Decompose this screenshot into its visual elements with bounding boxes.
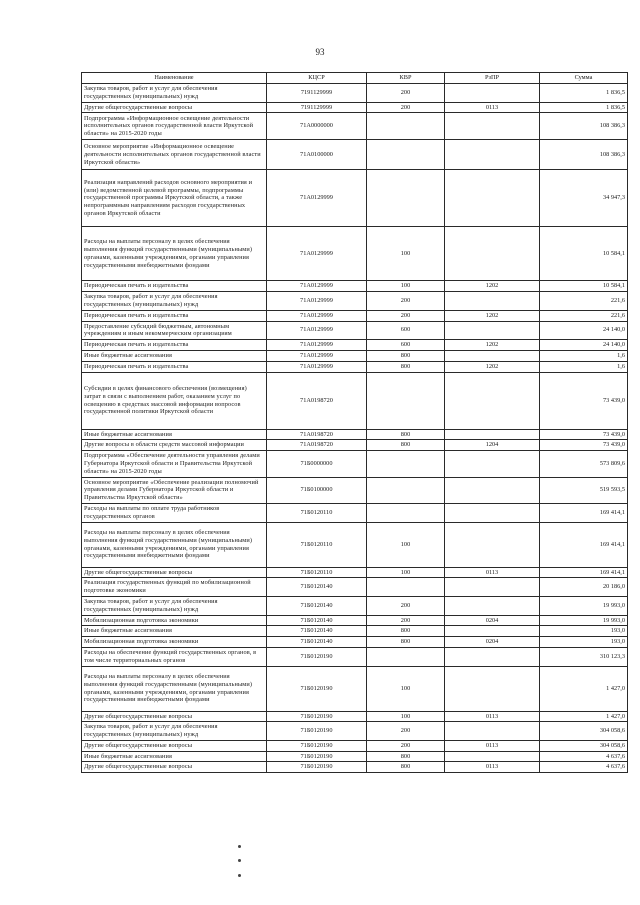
table-row — [82, 170, 628, 227]
cell-sum: 1 836,5 — [540, 84, 628, 103]
table-row — [82, 310, 628, 321]
cell-name: Основное мероприятие «Информационное освещение деятельности исполнительных органов государственной власти Иркутской области» — [82, 140, 267, 170]
cell-name: Реализация направлений расходов основного мероприятия и (или) ведомственной целевой программы, подпрограммы государственной программы Иркутской области, а также непрограммным направлениям расходов государственных органов Иркутской области — [82, 170, 267, 227]
cell-rzpr — [445, 578, 540, 597]
cell-rzpr — [445, 751, 540, 762]
cell-kvr — [367, 113, 445, 140]
cell-name: Иные бюджетные ассигнования — [82, 429, 267, 440]
cell-kcsr: 71Б0120140 — [267, 626, 367, 637]
col-header-name: Наименование — [82, 73, 267, 84]
cell-name: Подпрограмма «Обеспечение деятельности управления делами Губернатора Иркутской области и Правительства Иркутской области» на 2015-2020 годы — [82, 451, 267, 477]
cell-kcsr: 71Б0120190 — [267, 762, 367, 773]
cell-kvr: 200 — [367, 310, 445, 321]
cell-rzpr — [445, 227, 540, 281]
cell-sum: 193,0 — [540, 637, 628, 648]
cell-sum: 24 140,0 — [540, 321, 628, 340]
budget-table — [81, 72, 628, 773]
cell-name: Мобилизационная подготовка экономики — [82, 637, 267, 648]
cell-kcsr: 71А0129999 — [267, 361, 367, 372]
table-row — [82, 578, 628, 597]
cell-kcsr: 71Б0120190 — [267, 751, 367, 762]
cell-name: Периодическая печать и издательства — [82, 281, 267, 292]
cell-sum: 19 993,0 — [540, 615, 628, 626]
table-row — [82, 140, 628, 170]
cell-name: Субсидии в целях финансового обеспечения (возмещения) затрат в связи с выполнением работ, оказанием услуг по освещению в средствах массовой информации вопросов государственной политики Иркутской области — [82, 372, 267, 429]
cell-kcsr: 71А0000000 — [267, 113, 367, 140]
cell-rzpr: 0113 — [445, 740, 540, 751]
cell-name: Иные бюджетные ассигнования — [82, 626, 267, 637]
cell-kcsr: 71Б0120190 — [267, 722, 367, 741]
cell-kcsr: 71А0198720 — [267, 429, 367, 440]
cell-kvr: 600 — [367, 321, 445, 340]
cell-name: Другие вопросы в области средств массовой информации — [82, 440, 267, 451]
cell-kvr: 800 — [367, 637, 445, 648]
cell-rzpr — [445, 477, 540, 503]
cell-name: Периодическая печать и издательства — [82, 310, 267, 321]
cell-name: Другие общегосударственные вопросы — [82, 102, 267, 113]
cell-name: Подпрограмма «Информационное освещение деятельности исполнительных органов государственной власти Иркутской области» на 2015-2020 годы — [82, 113, 267, 140]
table-row — [82, 227, 628, 281]
table-row — [82, 647, 628, 666]
cell-rzpr: 0204 — [445, 615, 540, 626]
cell-rzpr — [445, 522, 540, 567]
page-number: 93 — [315, 47, 325, 57]
col-header-kvr: КВР — [367, 73, 445, 84]
cell-kvr: 800 — [367, 751, 445, 762]
cell-kvr: 800 — [367, 626, 445, 637]
cell-rzpr — [445, 626, 540, 637]
cell-kvr: 800 — [367, 361, 445, 372]
cell-sum: 1 836,5 — [540, 102, 628, 113]
table-row — [82, 751, 628, 762]
scan-dot — [238, 859, 241, 862]
cell-kcsr: 71А0129999 — [267, 170, 367, 227]
cell-sum: 73 439,0 — [540, 429, 628, 440]
cell-name: Иные бюджетные ассигнования — [82, 350, 267, 361]
cell-name: Другие общегосударственные вопросы — [82, 740, 267, 751]
cell-rzpr — [445, 451, 540, 477]
cell-sum: 4 637,6 — [540, 762, 628, 773]
cell-kcsr: 71А0198720 — [267, 440, 367, 451]
cell-kcsr: 71А0129999 — [267, 227, 367, 281]
cell-rzpr — [445, 722, 540, 741]
cell-sum: 108 386,3 — [540, 140, 628, 170]
table-row — [82, 637, 628, 648]
scan-dot — [238, 874, 241, 877]
cell-rzpr: 1204 — [445, 440, 540, 451]
cell-kcsr: 71Б0120140 — [267, 615, 367, 626]
cell-sum: 193,0 — [540, 626, 628, 637]
cell-kcsr: 71Б0120110 — [267, 503, 367, 522]
cell-sum: 221,6 — [540, 292, 628, 311]
cell-name: Расходы на выплаты персоналу в целях обеспечения выполнения функций государственными (муниципальными) органами, казенными учреждениями, органами управления государственными внебюджетными фондами — [82, 522, 267, 567]
cell-name: Иные бюджетные ассигнования — [82, 751, 267, 762]
cell-sum: 221,6 — [540, 310, 628, 321]
table-row — [82, 113, 628, 140]
cell-rzpr — [445, 596, 540, 615]
cell-sum: 1 427,0 — [540, 666, 628, 711]
table-row — [82, 340, 628, 351]
cell-name: Периодическая печать и издательства — [82, 361, 267, 372]
cell-sum: 10 584,1 — [540, 227, 628, 281]
cell-kvr: 100 — [367, 711, 445, 722]
table-row — [82, 440, 628, 451]
cell-kvr: 100 — [367, 227, 445, 281]
cell-name: Другие общегосударственные вопросы — [82, 762, 267, 773]
table-body — [82, 84, 628, 773]
cell-rzpr — [445, 113, 540, 140]
cell-sum: 310 123,3 — [540, 647, 628, 666]
cell-sum: 24 140,0 — [540, 340, 628, 351]
table-row — [82, 372, 628, 429]
cell-kvr — [367, 140, 445, 170]
cell-sum: 10 584,1 — [540, 281, 628, 292]
cell-rzpr — [445, 647, 540, 666]
table-row — [82, 711, 628, 722]
cell-kvr: 800 — [367, 350, 445, 361]
cell-rzpr: 0204 — [445, 637, 540, 648]
cell-rzpr: 1202 — [445, 281, 540, 292]
cell-kcsr: 71А0129999 — [267, 340, 367, 351]
cell-rzpr — [445, 503, 540, 522]
table-row — [82, 281, 628, 292]
cell-sum: 19 993,0 — [540, 596, 628, 615]
col-header-rzpr: РзПР — [445, 73, 540, 84]
cell-rzpr: 0113 — [445, 567, 540, 578]
cell-name: Мобилизационная подготовка экономики — [82, 615, 267, 626]
cell-kcsr: 71Б0120190 — [267, 740, 367, 751]
cell-kcsr: 71Б0120190 — [267, 666, 367, 711]
cell-kvr: 200 — [367, 615, 445, 626]
table-row — [82, 350, 628, 361]
cell-kvr: 100 — [367, 281, 445, 292]
cell-rzpr: 0113 — [445, 762, 540, 773]
cell-rzpr — [445, 321, 540, 340]
cell-kvr: 600 — [367, 340, 445, 351]
cell-sum: 169 414,1 — [540, 522, 628, 567]
table-row — [82, 762, 628, 773]
table-row — [82, 522, 628, 567]
table-row — [82, 429, 628, 440]
table-row — [82, 102, 628, 113]
table-row — [82, 740, 628, 751]
cell-name: Периодическая печать и издательства — [82, 340, 267, 351]
cell-kvr — [367, 647, 445, 666]
cell-rzpr — [445, 429, 540, 440]
cell-name: Расходы на выплаты персоналу в целях обеспечения выполнения функций государственными (муниципальными) органами, казенными учреждениями, органами управления государственными внебюджетными фондами — [82, 666, 267, 711]
cell-rzpr: 0113 — [445, 711, 540, 722]
cell-sum: 1,6 — [540, 361, 628, 372]
cell-kcsr: 71Б0120110 — [267, 567, 367, 578]
cell-sum: 34 947,3 — [540, 170, 628, 227]
cell-sum: 1,6 — [540, 350, 628, 361]
table-row — [82, 503, 628, 522]
cell-kvr — [367, 170, 445, 227]
table-row — [82, 596, 628, 615]
cell-sum: 4 637,6 — [540, 751, 628, 762]
cell-sum: 73 439,0 — [540, 372, 628, 429]
cell-kvr: 200 — [367, 740, 445, 751]
cell-rzpr: 1202 — [445, 310, 540, 321]
table-row — [82, 615, 628, 626]
cell-name: Реализация государственных функций по мобилизационной подготовке экономики — [82, 578, 267, 597]
cell-sum: 20 186,0 — [540, 578, 628, 597]
cell-name: Расходы на обеспечение функций государственных органов, в том числе территориальных органов — [82, 647, 267, 666]
cell-name: Основное мероприятие «Обеспечение реализации полномочий управления делами Губернатора Иркутской области и Правительства Иркутской области» — [82, 477, 267, 503]
col-header-sum: Сумма — [540, 73, 628, 84]
cell-kcsr: 71Б0100000 — [267, 477, 367, 503]
cell-kcsr: 71А0100000 — [267, 140, 367, 170]
cell-name: Закупка товаров, работ и услуг для обеспечения государственных (муниципальных) нужд — [82, 84, 267, 103]
table-row — [82, 722, 628, 741]
table-row — [82, 84, 628, 103]
table-row — [82, 626, 628, 637]
cell-kcsr: 71А0129999 — [267, 292, 367, 311]
cell-sum: 304 058,6 — [540, 740, 628, 751]
cell-kvr: 200 — [367, 102, 445, 113]
cell-name: Другие общегосударственные вопросы — [82, 711, 267, 722]
cell-kcsr: 71Б0120110 — [267, 522, 367, 567]
table-row — [82, 361, 628, 372]
cell-sum: 169 414,1 — [540, 567, 628, 578]
cell-name: Закупка товаров, работ и услуг для обеспечения государственных (муниципальных) нужд — [82, 596, 267, 615]
cell-name: Другие общегосударственные вопросы — [82, 567, 267, 578]
cell-rzpr — [445, 292, 540, 311]
cell-rzpr — [445, 350, 540, 361]
cell-kcsr: 71А0129999 — [267, 321, 367, 340]
cell-kcsr: 71А0129999 — [267, 281, 367, 292]
cell-kvr — [367, 578, 445, 597]
cell-kcsr: 71А0129999 — [267, 310, 367, 321]
col-header-kcsr: КЦСР — [267, 73, 367, 84]
cell-kvr: 200 — [367, 84, 445, 103]
scan-dot — [238, 845, 241, 848]
cell-name: Расходы на выплаты по оплате труда работников государственных органов — [82, 503, 267, 522]
table-header-row — [82, 73, 628, 84]
cell-rzpr: 0113 — [445, 102, 540, 113]
cell-kvr — [367, 451, 445, 477]
cell-sum: 73 439,0 — [540, 440, 628, 451]
cell-kcsr: 71Б0120140 — [267, 578, 367, 597]
cell-sum: 519 593,5 — [540, 477, 628, 503]
cell-kvr — [367, 372, 445, 429]
table-row — [82, 451, 628, 477]
table-row — [82, 321, 628, 340]
cell-kvr: 200 — [367, 596, 445, 615]
cell-kcsr: 71Б0000000 — [267, 451, 367, 477]
cell-kvr: 800 — [367, 440, 445, 451]
cell-kvr: 800 — [367, 762, 445, 773]
cell-sum: 108 386,3 — [540, 113, 628, 140]
cell-rzpr — [445, 372, 540, 429]
cell-kcsr: 71Б0120190 — [267, 647, 367, 666]
cell-kcsr: 71А0129999 — [267, 350, 367, 361]
cell-sum: 1 427,0 — [540, 711, 628, 722]
cell-kvr: 200 — [367, 292, 445, 311]
cell-rzpr — [445, 666, 540, 711]
cell-kvr — [367, 503, 445, 522]
cell-kvr: 100 — [367, 522, 445, 567]
cell-rzpr — [445, 84, 540, 103]
cell-rzpr — [445, 140, 540, 170]
cell-kvr: 100 — [367, 567, 445, 578]
cell-sum: 573 809,6 — [540, 451, 628, 477]
cell-rzpr: 1202 — [445, 340, 540, 351]
cell-kcsr: 7191129999 — [267, 84, 367, 103]
cell-kcsr: 71Б0120140 — [267, 596, 367, 615]
cell-name: Предоставление субсидий бюджетным, автономным учреждениям и иным некоммерческим организациям — [82, 321, 267, 340]
table-row — [82, 666, 628, 711]
cell-name: Расходы на выплаты персоналу в целях обеспечения выполнения функций государственными (муниципальными) органами, казенными учреждениями, органами управления государственными внебюджетными фондами — [82, 227, 267, 281]
cell-sum: 304 058,6 — [540, 722, 628, 741]
cell-kcsr: 71А0198720 — [267, 372, 367, 429]
cell-kcsr: 71Б0120190 — [267, 711, 367, 722]
table-row — [82, 292, 628, 311]
cell-name: Закупка товаров, работ и услуг для обеспечения государственных (муниципальных) нужд — [82, 292, 267, 311]
table-row — [82, 567, 628, 578]
cell-rzpr — [445, 170, 540, 227]
cell-sum: 169 414,1 — [540, 503, 628, 522]
cell-kcsr: 71Б0120140 — [267, 637, 367, 648]
cell-kvr: 200 — [367, 722, 445, 741]
cell-name: Закупка товаров, работ и услуг для обеспечения государственных (муниципальных) нужд — [82, 722, 267, 741]
table-row — [82, 477, 628, 503]
cell-kvr: 100 — [367, 666, 445, 711]
cell-kvr: 800 — [367, 429, 445, 440]
cell-rzpr: 1202 — [445, 361, 540, 372]
cell-kcsr: 7191129999 — [267, 102, 367, 113]
cell-kvr — [367, 477, 445, 503]
